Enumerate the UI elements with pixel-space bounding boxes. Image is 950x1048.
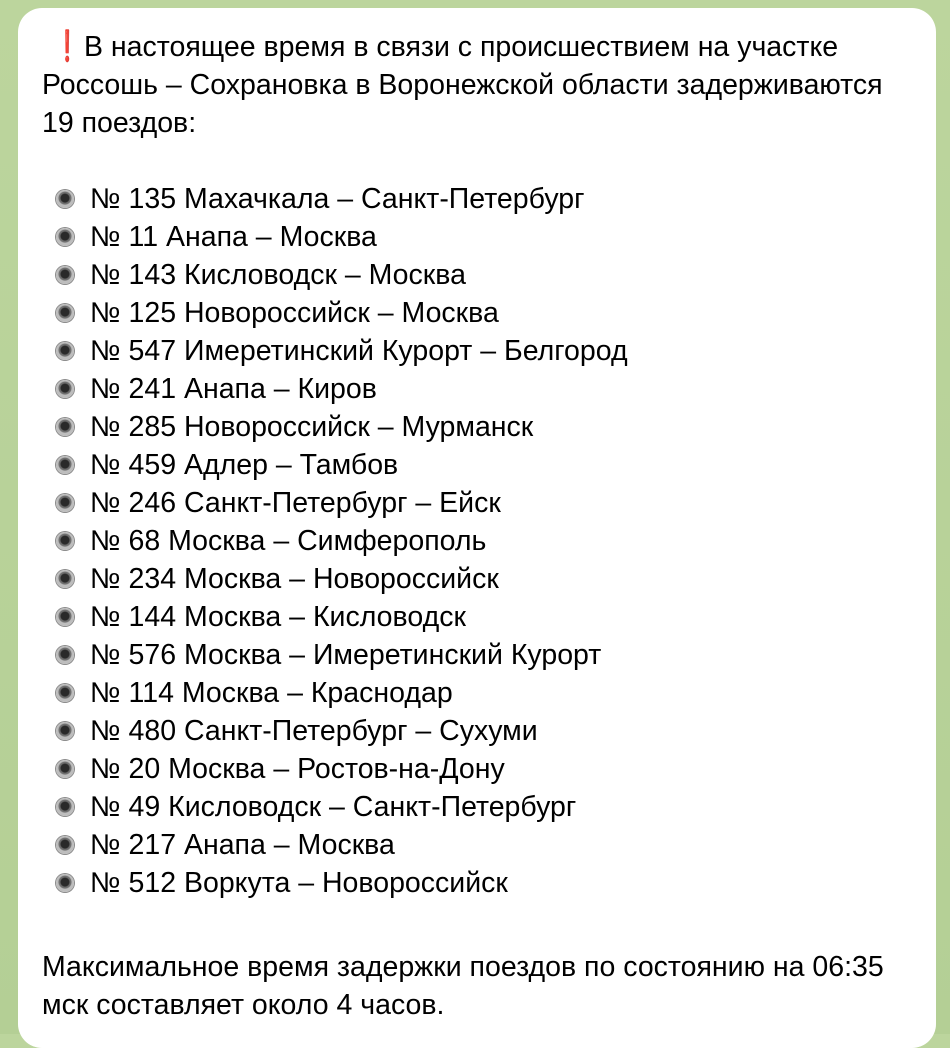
train-route: № 512 Воркута – Новороссийск	[90, 867, 508, 899]
train-list-item	[42, 218, 912, 256]
black-circle-bullet-icon	[56, 874, 74, 892]
train-list-item	[42, 864, 912, 902]
train-route: № 246 Санкт-Петербург – Ейск	[90, 487, 501, 519]
black-circle-bullet-icon	[56, 380, 74, 398]
train-list-item	[42, 484, 912, 522]
train-list-item	[42, 636, 912, 674]
black-circle-bullet-icon	[56, 798, 74, 816]
train-route: № 144 Москва – Кисловодск	[90, 601, 466, 633]
train-list-item	[42, 370, 912, 408]
train-list-item	[42, 788, 912, 826]
train-list-item	[42, 180, 912, 218]
black-circle-bullet-icon	[56, 456, 74, 474]
message-footer: Максимальное время задержки поездов по состоянию на 06:35 мск составляет около 4 часов.	[42, 951, 884, 1021]
train-route: № 114 Москва – Краснодар	[90, 677, 453, 709]
black-circle-bullet-icon	[56, 532, 74, 550]
train-list-item	[42, 446, 912, 484]
exclamation-icon: ❗	[56, 30, 79, 63]
train-route: № 143 Кисловодск – Москва	[90, 259, 466, 291]
train-route: № 68 Москва – Симферополь	[90, 525, 487, 557]
black-circle-bullet-icon	[56, 228, 74, 246]
train-list-item	[42, 256, 912, 294]
train-list-item	[42, 674, 912, 712]
black-circle-bullet-icon	[56, 494, 74, 512]
train-list-item	[42, 750, 912, 788]
black-circle-bullet-icon	[56, 342, 74, 360]
train-route: № 217 Анапа – Москва	[90, 829, 395, 861]
train-route: № 241 Анапа – Киров	[90, 373, 377, 405]
train-list-item	[42, 408, 912, 446]
train-list-item	[42, 560, 912, 598]
black-circle-bullet-icon	[56, 684, 74, 702]
train-route: № 547 Имеретинский Курорт – Белгород	[90, 335, 628, 367]
train-list-item	[42, 522, 912, 560]
black-circle-bullet-icon	[56, 760, 74, 778]
train-route: № 49 Кисловодск – Санкт-Петербург	[90, 791, 577, 823]
black-circle-bullet-icon	[56, 304, 74, 322]
train-route: № 285 Новороссийск – Мурманск	[90, 411, 534, 443]
train-route: № 11 Анапа – Москва	[90, 221, 377, 253]
train-list-item	[42, 826, 912, 864]
black-circle-bullet-icon	[56, 608, 74, 626]
train-route: № 480 Санкт-Петербург – Сухуми	[90, 715, 538, 747]
black-circle-bullet-icon	[56, 190, 74, 208]
train-route: № 576 Москва – Имеретинский Курорт	[90, 639, 602, 671]
train-route: № 125 Новороссийск – Москва	[90, 297, 499, 329]
message-intro-text: В настоящее время в связи с происшествием на участке Россошь – Сохрановка в Воронежской области задерживаются 19 поездов:	[42, 31, 883, 139]
train-route: № 20 Москва – Ростов-на-Дону	[90, 753, 505, 785]
black-circle-bullet-icon	[56, 266, 74, 284]
message-bubble[interactable]	[18, 8, 936, 1048]
black-circle-bullet-icon	[56, 570, 74, 588]
black-circle-bullet-icon	[56, 646, 74, 664]
train-list	[42, 180, 912, 902]
black-circle-bullet-icon	[56, 836, 74, 854]
train-list-item	[42, 332, 912, 370]
train-route: № 135 Махачкала – Санкт-Петербург	[90, 183, 585, 215]
black-circle-bullet-icon	[56, 722, 74, 740]
black-circle-bullet-icon	[56, 418, 74, 436]
train-route: № 459 Адлер – Тамбов	[90, 449, 399, 481]
train-route: № 234 Москва – Новороссийск	[90, 563, 499, 595]
train-list-item	[42, 294, 912, 332]
message-intro	[42, 28, 912, 142]
train-list-item	[42, 712, 912, 750]
train-list-item	[42, 598, 912, 636]
